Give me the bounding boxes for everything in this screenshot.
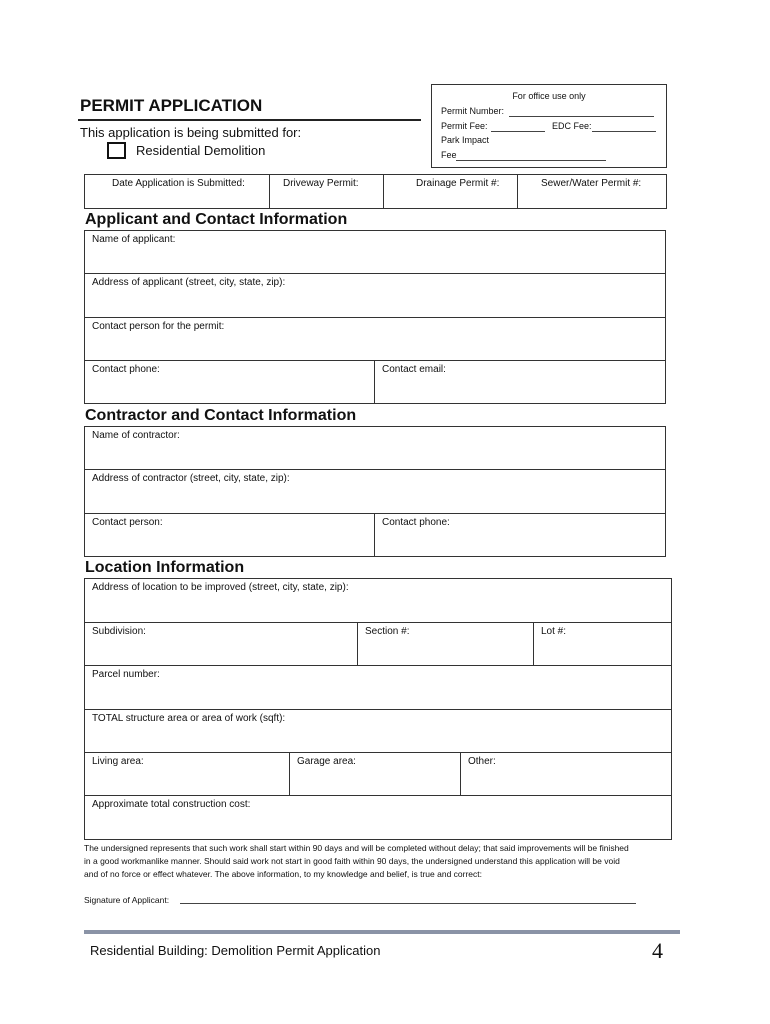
edc-fee-label: EDC Fee: [552, 121, 592, 131]
other-area-field[interactable] [460, 752, 672, 796]
drainage-permit-cell[interactable] [383, 174, 518, 209]
sewer-water-permit-cell[interactable] [517, 174, 667, 209]
page-number: 4 [652, 938, 663, 963]
declaration-line-1: The undersigned represents that such work shall start within 90 days and will be completed without delay; that said improvements will be finished [84, 843, 629, 853]
edc-fee-line[interactable] [592, 131, 656, 132]
construction-cost-label: Approximate total construction cost: [92, 799, 251, 810]
contractor-contact-person-field[interactable] [84, 513, 375, 557]
location-address-label: Address of location to be improved (street, city, state, zip): [92, 582, 349, 593]
location-section-title: Location Information [85, 559, 245, 576]
sewer-water-permit-label: Sewer/Water Permit #: [541, 178, 642, 189]
date-submitted-cell[interactable] [84, 174, 270, 209]
applicant-contact-person-label: Contact person for the permit: [92, 321, 225, 332]
applicant-address-label: Address of applicant (street, city, state, zip): [92, 277, 286, 288]
total-area-field[interactable] [84, 709, 672, 753]
drainage-permit-label: Drainage Permit #: [416, 178, 500, 189]
subdivision-field[interactable] [84, 622, 358, 666]
applicant-contact-email-field[interactable] [374, 360, 666, 404]
page-title: PERMIT APPLICATION [80, 96, 263, 115]
living-area-label: Living area: [92, 756, 144, 767]
section-label: Section #: [365, 626, 410, 637]
parcel-number-field[interactable] [84, 665, 672, 710]
signature-label: Signature of Applicant: [84, 895, 170, 905]
applicant-contact-phone-label: Contact phone: [92, 364, 160, 375]
park-fee-line[interactable] [456, 160, 606, 161]
permit-fee-label: Permit Fee: [441, 121, 488, 131]
applicant-name-label: Name of applicant: [92, 234, 176, 245]
lot-label: Lot #: [541, 626, 567, 637]
applicant-contact-email-label: Contact email: [382, 364, 446, 375]
contractor-address-label: Address of contractor (street, city, state, zip): [92, 473, 290, 484]
contractor-section-title: Contractor and Contact Information [85, 407, 357, 424]
parcel-number-label: Parcel number: [92, 669, 160, 680]
garage-area-field[interactable] [289, 752, 461, 796]
construction-cost-field[interactable] [84, 795, 672, 840]
signature-line[interactable] [180, 903, 636, 904]
living-area-field[interactable] [84, 752, 290, 796]
contractor-contact-phone-field[interactable] [374, 513, 666, 557]
office-use-heading: For office use only [512, 91, 586, 101]
section-field[interactable] [357, 622, 534, 666]
declaration-line-2: in a good workmanlike manner. Should said work not start in good faith within 90 days, the undersigned understand this application will be void [84, 856, 620, 866]
fee-label: Fee [441, 150, 457, 160]
declaration-line-3: and of no force or effect whatever. The above information, to my knowledge and belief, is true and correct: [84, 869, 482, 879]
permit-number-line[interactable] [509, 116, 654, 117]
driveway-permit-label: Driveway Permit: [283, 178, 359, 189]
footer-title: Residential Building: Demolition Permit Application [90, 943, 381, 958]
applicant-contact-person-field[interactable] [84, 317, 666, 361]
footer-rule [84, 930, 680, 934]
applicant-section-title: Applicant and Contact Information [85, 211, 348, 228]
driveway-permit-cell[interactable] [269, 174, 384, 209]
date-submitted-label: Date Application is Submitted: [112, 178, 245, 189]
contractor-name-label: Name of contractor: [92, 430, 180, 441]
title-underline [78, 119, 421, 121]
garage-area-label: Garage area: [297, 756, 356, 767]
permit-number-label: Permit Number: [441, 106, 505, 116]
submitted-for-text: This application is being submitted for: [80, 125, 302, 140]
contractor-name-field[interactable] [84, 426, 666, 470]
lot-field[interactable] [533, 622, 672, 666]
applicant-address-field[interactable] [84, 273, 666, 318]
applicant-contact-phone-field[interactable] [84, 360, 375, 404]
residential-demolition-label: Residential Demolition [136, 143, 266, 158]
permit-fee-line[interactable] [491, 131, 545, 132]
contractor-address-field[interactable] [84, 469, 666, 514]
subdivision-label: Subdivision: [92, 626, 146, 637]
total-area-label: TOTAL structure area or area of work (sqft): [92, 713, 286, 724]
contractor-contact-phone-label: Contact phone: [382, 517, 450, 528]
other-area-label: Other: [468, 756, 496, 767]
location-address-field[interactable] [84, 578, 672, 623]
park-impact-label: Park Impact [441, 135, 490, 145]
residential-demolition-checkbox[interactable] [107, 142, 126, 159]
contractor-contact-person-label: Contact person: [92, 517, 163, 528]
applicant-name-field[interactable] [84, 230, 666, 274]
